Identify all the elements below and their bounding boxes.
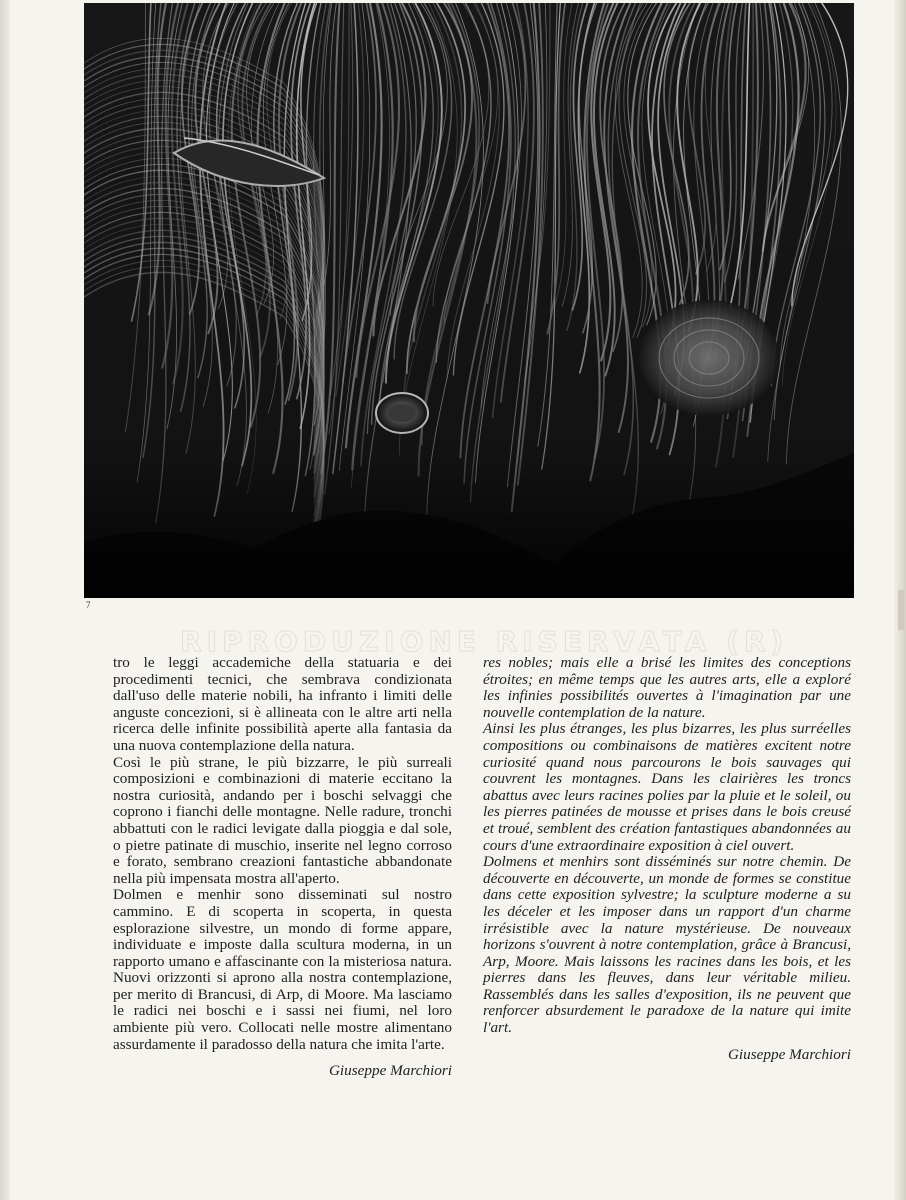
page-tab-mark [898,590,904,630]
wood-grain-illustration [84,3,854,598]
french-column [483,655,851,1063]
page-edge-left [0,0,10,1200]
french-paragraph-2: Ainsi les plus étranges, les plus bizarres, les plus surréelles compositions ou combinaisons de matières excitent notre curiosité quand nous parcourons le bois sauvages qui couvrent les montagnes. Dans les clairières les troncs abattus avec leurs racines polies par la pluie et le soleil, ou les pierres patinées de mousse et prises dans le bois creusé et troué, semblent des création fantastiques abandonnées au cours d'une extraordinaire exposition à ciel ouvert. [483,720,851,854]
wood-grain-photo [84,3,854,598]
italian-paragraph-3: Dolmen e menhir sono disseminati sul nostro cammino. E di scoperta in scoperta, in questa esplorazione silvestre, un mondo di forme appare, individuate e imposte dalla scultura moderna, in un rapporto umano e affascinante con la misteriosa natura. Nuovi orizzonti si aprono alla nostra contemplazione, per merito di Brancusi, di Arp, di Moore. Ma lasciamo le radici nei boschi e i sassi nei fiumi, nel loro ambiente più vero. Collocati nelle mostre alimentano assurdamente il paradosso della natura che imita l'arte. [113,886,452,1053]
italian-paragraph-1: tro le leggi accademiche della statuaria e dei procedimenti tecnici, che sembrava condizionata dall'uso delle materie nobili, ha infranto i limiti delle anguste concezioni, si è allineata con le altre arti nella ricerca delle infinite possibilità aperte alla fantasia da una nuova contemplazione della natura. [113,654,452,754]
french-signature: Giuseppe Marchiori [727,1045,851,1063]
italian-paragraph-2: Così le più strane, le più bizzarre, le più surreali composizioni e combinazioni di materie eccitano la nostra curiosità, andando per i boschi selvaggi che coprono i fianchi delle montagne. Nelle radure, tronchi abbattuti con le radici levigate dalla pioggia e dal sole, o pietre patinate di muschio, inserite nel legno corroso e forato, sembrano creazioni fantastiche abbandonate nella più impensata mostra all'aperto. [113,753,452,887]
plate-number: 7 [86,600,91,610]
french-paragraph-3: Dolmens et menhirs sont disséminés sur notre chemin. De découverte en découverte, un monde de formes se constitue dans cette exposition sylvestre; la sculpture moderne a su les déceler et les imposer dans un rapport d'un charme irrésistible avec la nature mystérieuse. De nouveaux horizons s'ouvrent à notre contemplation, grâce à Brancusi, Arp, Moore. Mais laissons les racines dans les bois, et les pierres dans les fleuves, dans leur véritable milieu. Rassemblés dans les salles d'exposition, ils ne peuvent que renforcer absurdement le paradoxe de la nature qui imite l'art. [483,853,851,1037]
french-paragraph-1: res nobles; mais elle a brisé les limites des conceptions étroites; en même temps que les autres arts, elle a exploré les infinies possibilités ouvertes à l'imagination par une nouvelle contemplation de la nature. [483,654,851,721]
italian-column [113,655,452,1080]
watermark-text: RIPRODUZIONE RISERVATA (R) [180,625,789,658]
italian-signature: Giuseppe Marchiori [328,1062,452,1080]
